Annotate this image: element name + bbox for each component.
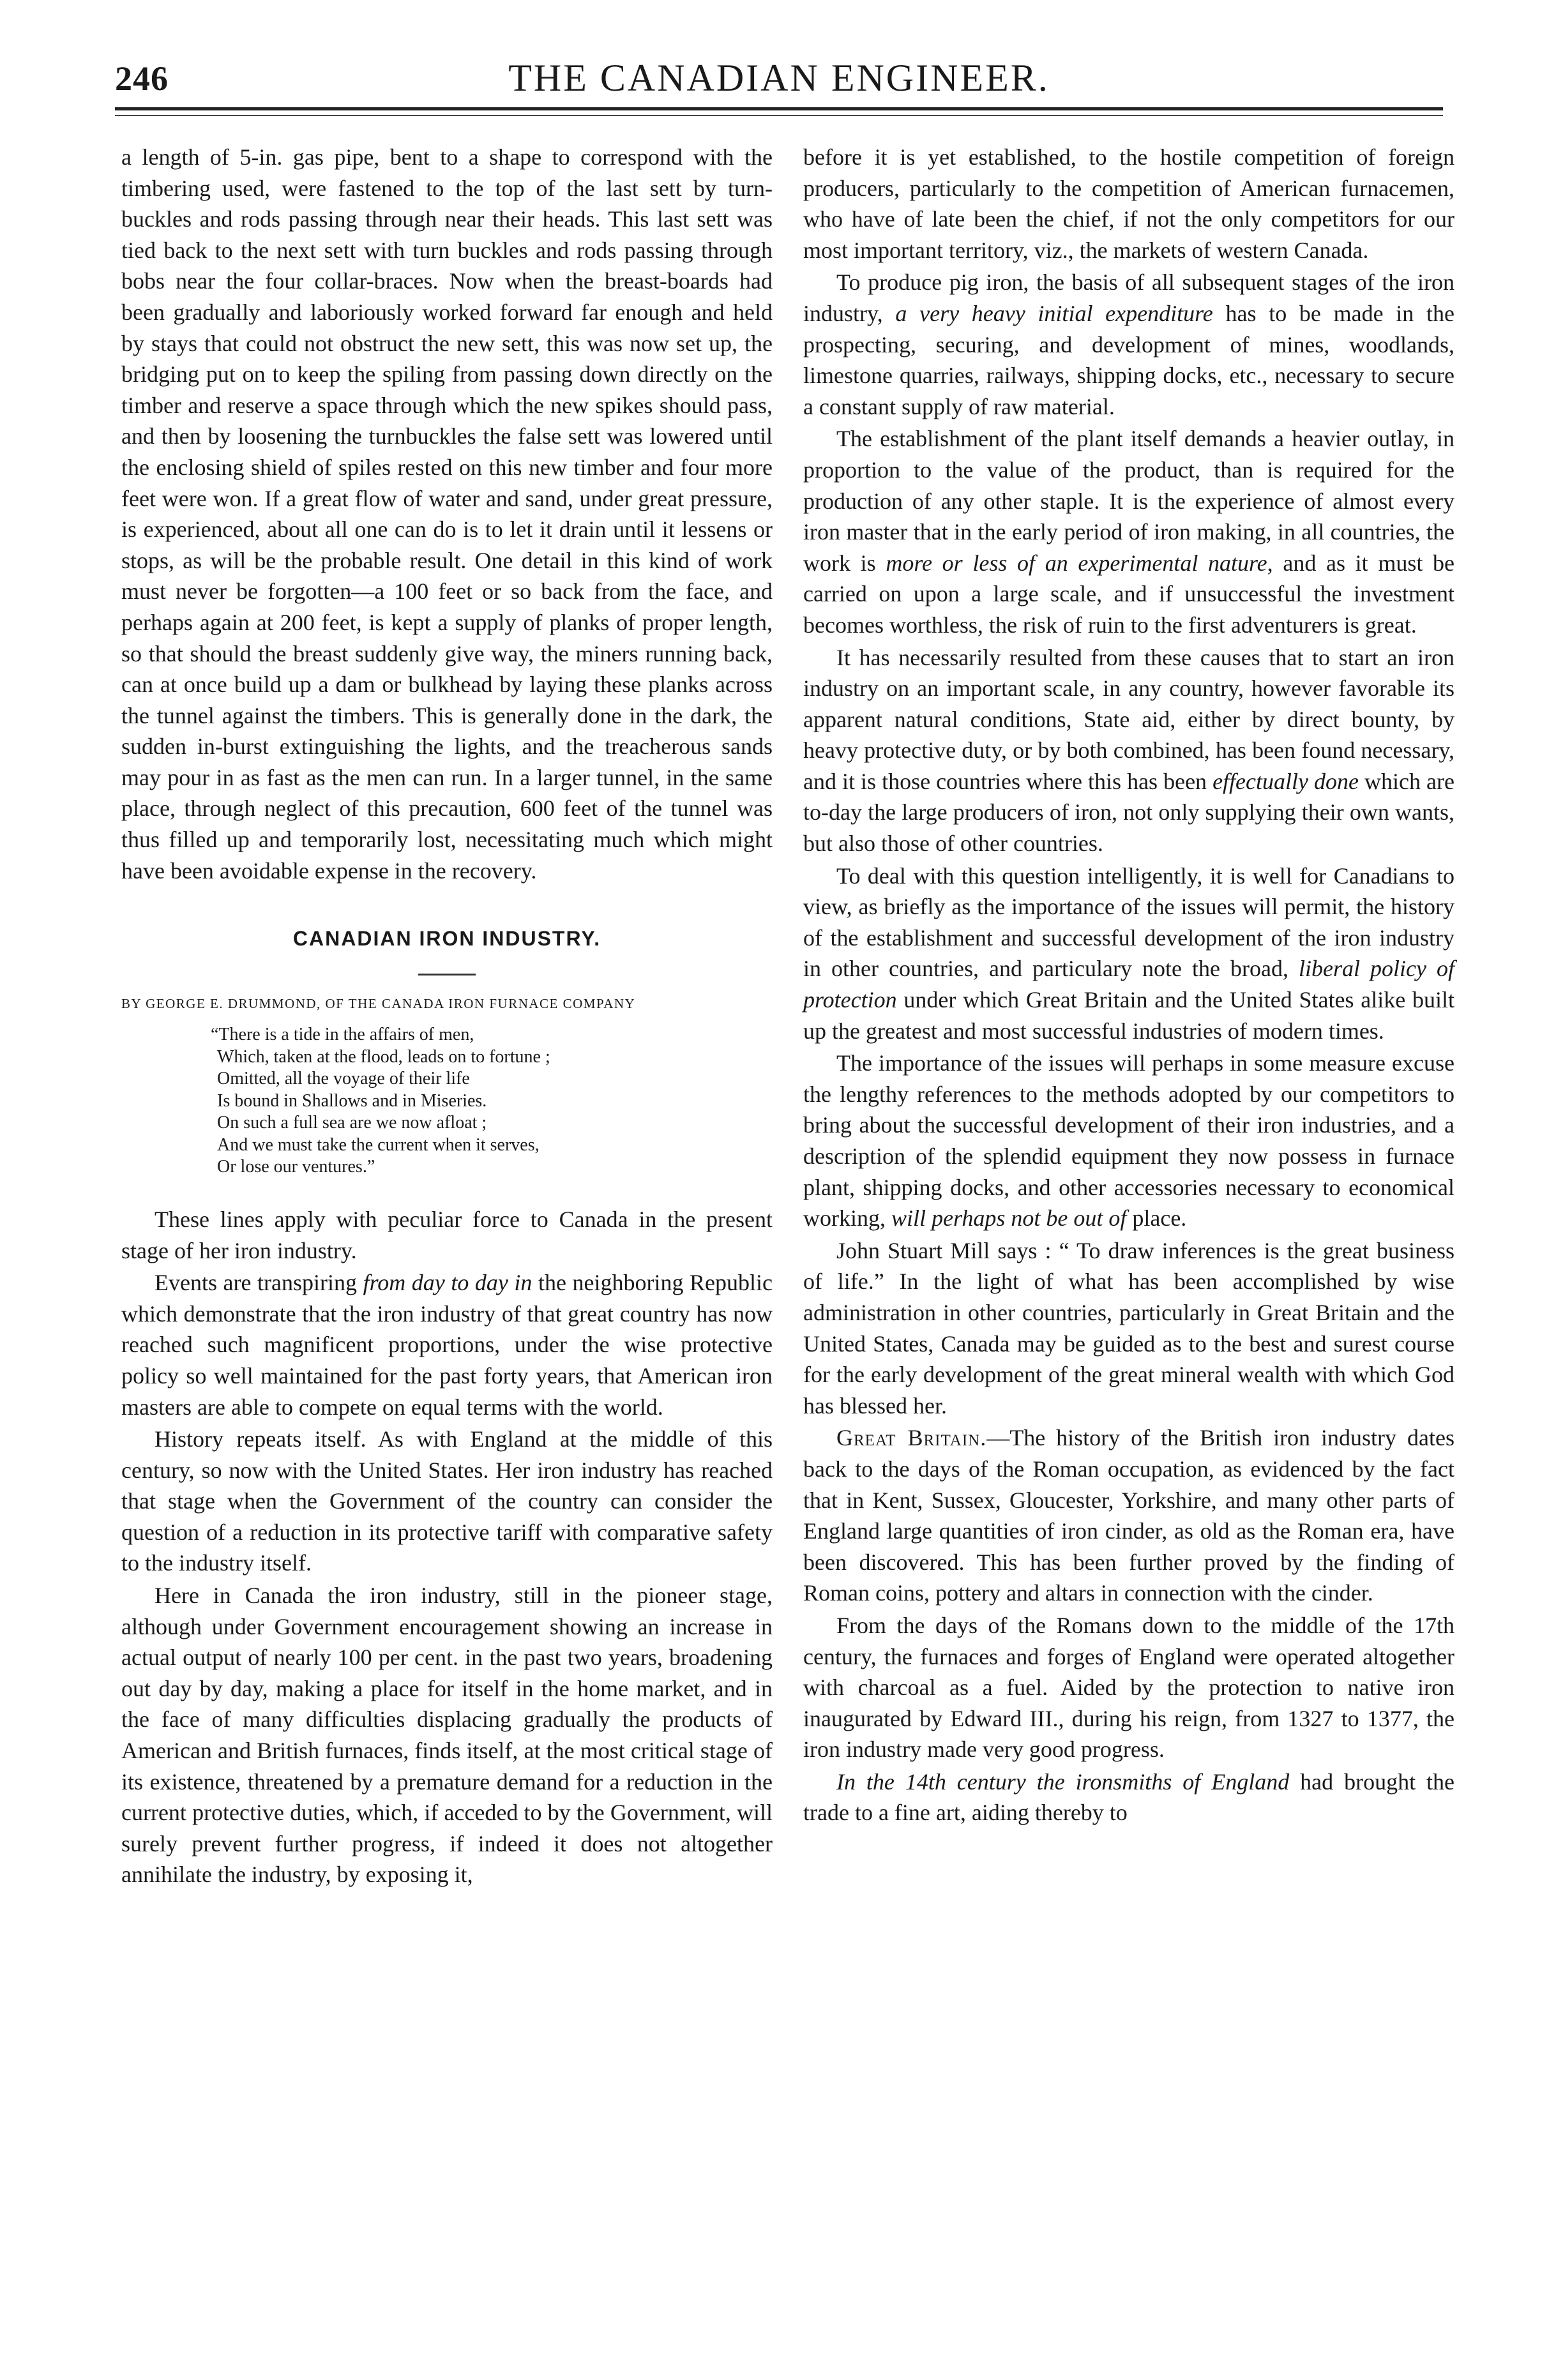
epigraph-line: Which, taken at the flood, leads on to fortune ; bbox=[217, 1046, 550, 1067]
section-label: Great Britain. bbox=[836, 1425, 987, 1451]
paragraph: Events are transpiring from day to day in the neighboring Republic which demonstrate that the iron industry of that great country has now reached such magnificent proportions, under the wise protective policy so well maintained for the past forty years, that American iron masters are able to compete on equal terms with the world. bbox=[121, 1270, 773, 1420]
paragraph: before it is yet established, to the hostile competition of foreign producers, particularly to the competition of American furnacemen, who have of late been the chief, if not the only competitors for our most important territory, viz., the markets of western Canada. bbox=[803, 144, 1454, 263]
article-title: CANADIAN IRON INDUSTRY. bbox=[292, 927, 601, 951]
paragraph: Great Britain.—The history of the British iron industry dates back to the days of the Roman occupation, as evidenced by the fact that in Kent, Sussex, Gloucester, Yorkshire, and many other parts of England large quantities of iron cinder, as old as the Roman era, have been discovered. This has been further proved by the finding of Roman coins, pottery and altars in connection with the cinder. bbox=[803, 1425, 1454, 1606]
title-rule bbox=[418, 974, 476, 975]
paragraph: These lines apply with peculiar force to Canada in the present stage of her iron industry. bbox=[121, 1206, 773, 1263]
paragraph: a length of 5-in. gas pipe, bent to a shape to correspond with the timbering used, were fastened to the top of the last sett by turn-buckles and rods passing through near their heads. This last sett was tied back to the next sett with turn buckles and rods passing through bobs near the four collar-braces. Now when the breast-boards had been gradually and laboriously worked forward far enough and held by stays that could not obstruct the new sett, this was now set up, the bridging put on to keep the spiling from passing down directly on the timber and reserve a space through which the new spikes should pass, and then by loosening the turnbuckles the false sett was lowered until the enclosing shield of spiles rested on this new timber and four more feet were won. If a great flow of water and sand, under great pressure, is experienced, about all one can do is to let it drain until it lessens or stops, as will be the probable result. One detail in this kind of work must never be forgotten—a 100 feet or so back from the face, and perhaps again at 200 feet, is kept a supply of planks of proper length, so that should the breast suddenly give way, the miners running back, can at once build up a dam or bulkhead by laying these planks across the tunnel against the timbers. This is generally done in the dark, the sudden in-burst extinguishing the lights, and the treacherous sands may pour in as fast as the men can run. In a larger tunnel, in the same place, through neglect of this precaution, 600 feet of the tunnel was thus filled up and temporarily lost, necessitating much which might have been avoidable expense in the recovery. bbox=[121, 144, 773, 884]
page-number: 246 bbox=[115, 59, 169, 98]
paragraph: Here in Canada the iron industry, still in the pioneer stage, although under Government encouragement showing an increase in actual output of nearly 100 per cent. in the past two years, broadening out day by day, making a place for itself in the home market, and in the face of many difficulties displacing gradually the products of American and British furnaces, finds itself, at the most critical stage of its existence, threatened by a premature demand for a reduction in the current protective duties, which, if acceded to by the Government, will surely prevent further progress, if indeed it does not altogether annihilate the industry, by exposing it, bbox=[121, 1583, 773, 1888]
paragraph: The importance of the issues will perhaps in some measure excuse the lengthy references to the methods adopted by our competitors to bring about the successful development of their iron industries, and a description of the splendid equipment they now possess in furnace plant, shipping docks, and other accessories necessary to economical working, will perhaps not be out of place. bbox=[803, 1050, 1454, 1231]
epigraph-line: Omitted, all the voyage of their life bbox=[217, 1069, 470, 1089]
epigraph-line: And we must take the current when it serves, bbox=[217, 1134, 540, 1155]
paragraph: History repeats itself. As with England at the middle of this century, so now with the United States. Her iron industry has reached that stage when the Government of the country can consider the question of a reduction in its protective tariff with comparative safety to the industry itself. bbox=[121, 1426, 773, 1576]
epigraph-line: On such a full sea are we now afloat ; bbox=[217, 1113, 487, 1133]
epigraph bbox=[211, 1024, 773, 1179]
epigraph-line: Is bound in Shallows and in Miseries. bbox=[217, 1090, 487, 1111]
paragraph: To deal with this question intelligently, it is well for Canadians to view, as briefly as the importance of the issues will permit, the history of the establishment and successful development of the iron industry in other countries, and particulary note the broad, liberal policy of protection under which Great Britain and the United States alike built up the greatest and most successful industries of modern times. bbox=[803, 862, 1454, 1044]
running-head: THE CANADIAN ENGINEER. bbox=[508, 57, 1050, 99]
header-rule bbox=[115, 107, 1443, 110]
paragraph: From the days of the Romans down to the middle of the 17th century, the furnaces and forges of England were operated altogether with charcoal as a fuel. Aided by the protection to native iron inaugurated by Edward III., during his reign, from 1327 to 1377, the iron industry made very good progress. bbox=[803, 1612, 1454, 1763]
paragraph: It has necessarily resulted from these causes that to start an iron industry on an important scale, in any country, however favorable its apparent natural conditions, State aid, either by direct bounty, by heavy protective duty, or by both combined, has been found necessary, and it is those countries where this has been effectually done which are to-day the large producers of iron, not only supplying their own wants, but also those of other countries. bbox=[803, 644, 1454, 857]
paragraph: To produce pig iron, the basis of all subsequent stages of the iron industry, a very heavy initial expenditure has to be made in the prospecting, securing, and development of mines, woodlands, limestone quarries, railways, shipping docks, etc., necessary to secure a constant supply of raw material. bbox=[803, 269, 1454, 419]
header-rule-thin bbox=[115, 115, 1443, 116]
paragraph: John Stuart Mill says : “ To draw inferences is the great business of life.” In the light of what has been accomplished by wise administration in other countries, particularly in Great Britain and the United States, Canada may be guided as to the best and surest course for the early development of the great mineral wealth with which God has blessed her. bbox=[803, 1237, 1454, 1419]
page-header bbox=[115, 59, 1443, 110]
byline: BY GEORGE E. DRUMMOND, OF THE CANADA IRON FURNACE COMPANY bbox=[121, 995, 636, 1011]
epigraph-line: “There is a tide in the affairs of men, bbox=[211, 1025, 474, 1045]
paragraph: The establishment of the plant itself demands a heavier outlay, in proportion to the value of the product, than is required for the production of any other staple. It is the experience of almost every iron master that in the early period of iron making, in all countries, the work is more or less of an experimental nature, and as it must be carried on upon a large scale, and if unsuccessful the investment becomes worthless, the risk of ruin to the first adventurers is great. bbox=[803, 426, 1455, 638]
left-column bbox=[121, 142, 773, 1890]
epigraph-line: Or lose our ventures.” bbox=[217, 1157, 375, 1177]
paragraph: In the 14th century the ironsmiths of England had brought the trade to a fine art, aiding thereby to bbox=[803, 1768, 1455, 1826]
right-column bbox=[803, 142, 1454, 1828]
